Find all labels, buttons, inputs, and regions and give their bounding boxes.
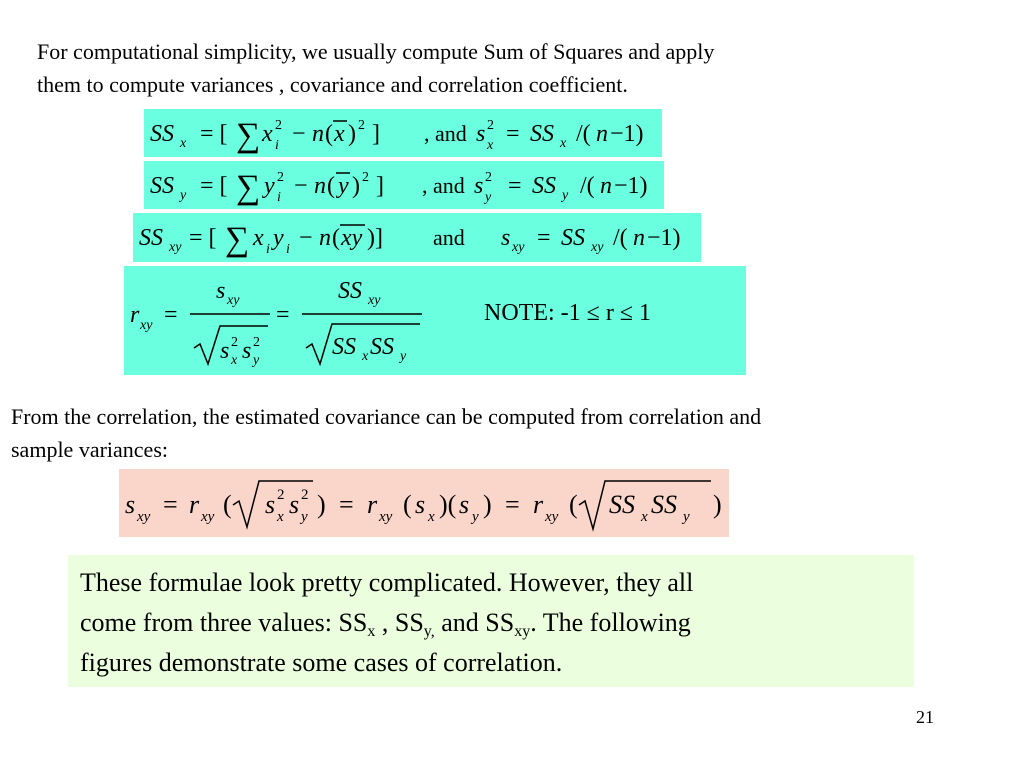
svg-text:= [: = [ (200, 121, 228, 147)
svg-text:s: s (415, 490, 426, 519)
svg-text:y: y (180, 188, 187, 203)
svg-text:xy: xy (201, 509, 215, 525)
svg-text:y: y (264, 173, 275, 199)
svg-text:s: s (125, 490, 136, 519)
svg-text:x: x (253, 225, 264, 251)
svg-text:r: r (130, 302, 140, 328)
svg-text:2: 2 (231, 335, 238, 350)
svg-text:=: = (537, 225, 551, 251)
svg-text:x: x (231, 353, 238, 368)
svg-text:∑: ∑ (236, 117, 261, 154)
svg-text:2: 2 (277, 170, 284, 185)
svg-text:= [: = [ (200, 173, 228, 199)
svg-text:2: 2 (277, 487, 285, 503)
svg-text:y: y (562, 188, 569, 203)
svg-text:n: n (600, 173, 612, 199)
formula-ssx (144, 109, 662, 157)
svg-text:y: y (301, 509, 308, 525)
svg-text:=: = (164, 302, 178, 328)
svg-text:)]: )] (367, 225, 383, 251)
svg-text:and: and (433, 225, 465, 250)
summary-line-2-part-a: come from three values: SS (80, 608, 368, 637)
formula-ssxy-box (133, 213, 701, 262)
svg-text:, and: , and (424, 121, 467, 146)
formula-ssx-box (144, 109, 662, 157)
page-number: 21 (916, 707, 934, 727)
svg-text:−: − (294, 173, 308, 199)
svg-text:n: n (312, 121, 324, 147)
svg-text:n: n (314, 173, 326, 199)
svg-text:xy: xy (137, 509, 151, 525)
svg-text:(: ( (332, 225, 340, 251)
svg-text:y: y (338, 173, 349, 199)
svg-text:−: − (299, 225, 313, 251)
svg-text:i: i (286, 242, 290, 257)
svg-text:= [: = [ (189, 225, 217, 251)
svg-text:xy: xy (341, 225, 363, 251)
svg-text:=: = (339, 490, 354, 519)
svg-text:s: s (265, 490, 276, 519)
formula-covariance-box (119, 469, 729, 537)
summary-line-1: These formulae look pretty complicated. However, they all (80, 568, 694, 597)
svg-text:SS: SS (530, 121, 554, 147)
intro-line-2: them to compute variances , covariance and correlation coefficient. (37, 72, 628, 97)
summary-line-2-part-d: . The following (530, 608, 691, 637)
svg-text:x: x (641, 509, 648, 525)
svg-text:/(: /( (613, 225, 628, 251)
intro-line-1: For computational simplicity, we usually compute Sum of Squares and apply (37, 39, 715, 64)
svg-text:=: = (506, 121, 520, 147)
svg-text:): ) (352, 173, 360, 199)
formula-covariance (119, 469, 729, 537)
svg-text:2: 2 (362, 170, 369, 185)
svg-text:=: = (508, 173, 522, 199)
svg-text:x: x (262, 121, 273, 147)
svg-text:s: s (242, 338, 252, 364)
svg-text:i: i (277, 190, 281, 205)
svg-text:SS: SS (338, 278, 362, 304)
svg-text:r: r (189, 490, 200, 519)
svg-text:x: x (487, 138, 494, 153)
subscript-y: y, (423, 623, 435, 640)
svg-text:): ) (483, 490, 492, 519)
svg-text:(: ( (325, 121, 333, 147)
summary-line-2 (80, 603, 910, 643)
svg-text:SS: SS (370, 334, 394, 360)
svg-text:s: s (220, 338, 230, 364)
svg-text:y: y (400, 349, 407, 364)
svg-text:xy: xy (227, 293, 240, 308)
svg-text:(: ( (403, 490, 412, 519)
svg-text:SS: SS (532, 173, 556, 199)
svg-text:x: x (334, 121, 345, 147)
middle-paragraph (11, 400, 1011, 466)
svg-text:SS: SS (651, 490, 677, 519)
svg-text:s: s (474, 173, 484, 199)
svg-text:/(: /( (580, 173, 595, 199)
svg-text:y: y (485, 190, 492, 205)
svg-text:=: = (276, 302, 290, 328)
subscript-x: x (367, 623, 376, 640)
svg-text:, and: , and (422, 173, 465, 198)
svg-text:s: s (459, 490, 470, 519)
svg-text:n: n (596, 121, 608, 147)
svg-text:s: s (289, 490, 300, 519)
svg-text:2: 2 (253, 335, 260, 350)
svg-text:r: r (367, 490, 378, 519)
svg-text:2: 2 (485, 170, 492, 185)
svg-text:2: 2 (275, 118, 282, 133)
svg-text:−: − (292, 121, 306, 147)
subscript-xy: xy (514, 623, 531, 640)
svg-text:): ) (348, 121, 356, 147)
formula-ssy-box (144, 161, 664, 209)
svg-text:x: x (180, 136, 187, 151)
svg-text:r: r (533, 490, 544, 519)
svg-text:y: y (253, 353, 260, 368)
formula-correlation-box (124, 266, 746, 375)
summary-line-2-part-c: and SS (434, 608, 515, 637)
svg-text:x: x (362, 349, 369, 364)
svg-text:s: s (476, 121, 486, 147)
svg-text:xy: xy (140, 318, 153, 333)
svg-text:/(: /( (576, 121, 591, 147)
svg-text:i: i (266, 242, 270, 257)
svg-text:=: = (163, 490, 178, 519)
svg-text:s: s (501, 225, 511, 251)
middle-line-1: From the correlation, the estimated covariance can be computed from correlation and (11, 404, 762, 429)
svg-text:SS: SS (609, 490, 635, 519)
svg-text:): ) (317, 490, 326, 519)
svg-text:−1): −1) (614, 173, 648, 199)
svg-text:(: ( (223, 490, 232, 519)
svg-text:x: x (277, 509, 284, 525)
intro-paragraph (37, 35, 997, 101)
svg-text:y: y (683, 509, 690, 525)
summary-line-2-part-b: , SS (375, 608, 424, 637)
svg-text:n: n (633, 225, 645, 251)
svg-text:n: n (319, 225, 331, 251)
svg-text:xy: xy (379, 509, 393, 525)
formula-correlation (124, 266, 746, 375)
svg-text:∑: ∑ (225, 221, 250, 258)
svg-text:SS: SS (139, 225, 163, 251)
svg-text:−1): −1) (610, 121, 644, 147)
svg-text:xy: xy (545, 509, 559, 525)
svg-text:]: ] (372, 121, 380, 147)
formula-ssy (144, 161, 664, 209)
svg-text:i: i (275, 138, 279, 153)
svg-text:y: y (273, 225, 284, 251)
svg-text:SS: SS (561, 225, 585, 251)
svg-text:xy: xy (591, 240, 604, 255)
svg-text:2: 2 (301, 487, 309, 503)
svg-text:xy: xy (368, 293, 381, 308)
svg-text:xy: xy (512, 240, 525, 255)
svg-text:x: x (428, 509, 435, 525)
summary-text (80, 563, 910, 683)
svg-text:∑: ∑ (236, 169, 261, 206)
formula-ssxy (133, 213, 701, 262)
correlation-range-note: NOTE: -1 ≤ r ≤ 1 (484, 300, 651, 326)
svg-text:(: ( (327, 173, 335, 199)
svg-text:): ) (713, 490, 722, 519)
svg-text:2: 2 (487, 118, 494, 133)
svg-text:y: y (472, 509, 479, 525)
middle-line-2: sample variances: (11, 437, 168, 462)
svg-text:SS: SS (150, 173, 174, 199)
summary-line-3: figures demonstrate some cases of correlation. (80, 648, 563, 677)
svg-text:]: ] (376, 173, 384, 199)
svg-text:(: ( (569, 490, 578, 519)
svg-text:SS: SS (332, 334, 356, 360)
svg-text:2: 2 (358, 118, 365, 133)
svg-text:)(: )( (439, 490, 457, 519)
svg-text:=: = (505, 490, 520, 519)
svg-text:s: s (216, 278, 226, 304)
svg-text:x: x (560, 136, 567, 151)
svg-text:SS: SS (150, 121, 174, 147)
svg-text:−1): −1) (647, 225, 681, 251)
svg-text:xy: xy (169, 240, 182, 255)
